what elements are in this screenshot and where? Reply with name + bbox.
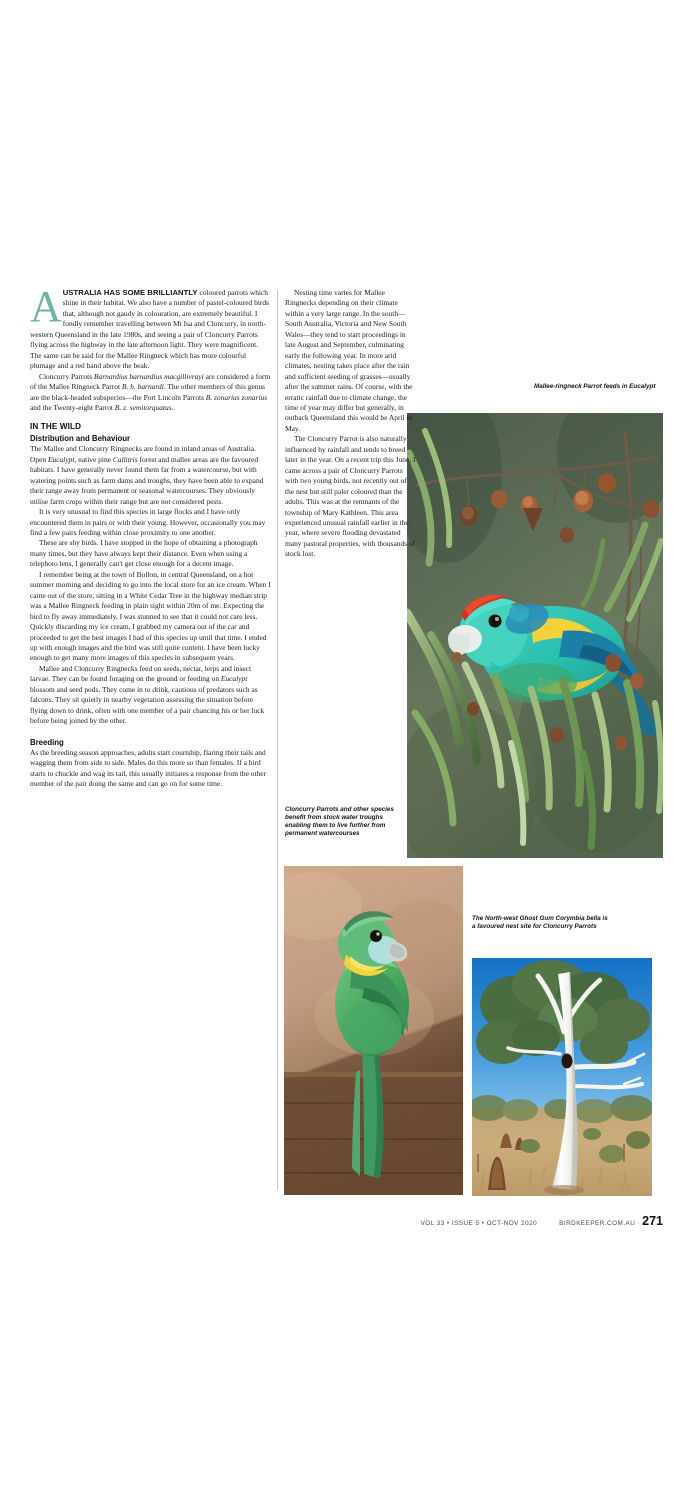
caption-eucalypt-photo: Mallee-ringneck Parrot feeds in Eucalypt xyxy=(534,383,656,390)
paragraph-nesting-time: Nesting time varies for Mallee Ringnecks depending on their climate within a very large range. In the south—South Australia, Victoria and New South Wales—they tend to start proceedings in late August and September, culminating early the following year. In more arid climates, nesting takes place after the rain and sufficient seeding of grasses—usually after the summer rains. Of course, with the erratic rainfall due to climate change, the time of year may differ but generally, in outback Queensland this would be April or May. xyxy=(285,288,413,433)
page-footer xyxy=(30,1212,663,1230)
caption-ghost-gum-photo: The North-west Ghost Gum Corymbia bella is a favoured nest site for Cloncurry Parrots xyxy=(472,915,608,930)
habitat-text-a: The Mallee and Cloncurry Ringnecks are found in inland areas of Australia. Open xyxy=(30,444,256,464)
footer-site-and-page xyxy=(559,1212,663,1230)
species-name-semitorquatus: B. z. semitorquatus xyxy=(114,402,172,412)
footer-issue-info: VOL 33 • ISSUE 5 • OCT-NOV 2020 xyxy=(420,1220,538,1227)
taxonomy-text-c: . The other members of this genus are the black-headed subspecies—the Port Lincoln Parrots xyxy=(30,382,266,402)
footer-page-number: 271 xyxy=(642,1214,663,1228)
species-name-macgillivrayi: Barnardius barnardius macgillivrayi xyxy=(93,371,204,381)
taxonomy-text-b: are considered a form of the Mallee Ringneck Parrot xyxy=(30,371,271,392)
genus-callitris: Callitris xyxy=(112,454,138,464)
habitat-text-b: , native pine xyxy=(74,454,113,464)
article-body xyxy=(30,282,663,1213)
paragraph-breeding: As the breeding season approaches, adults start courtship, flaring their tails and wagging them from side to side. Males do this more so than females. If a bird starts to chuckle and wag its tail, this usually initiates a response from the other member of the pair doing the same and can go on for some time. xyxy=(30,748,267,789)
paragraph-taxonomy xyxy=(30,372,271,414)
paragraph-intro-text: coloured parrots which shine in their habitat. We also have a number of pastel-coloured birds that, although not gaudy in colouration, are extremely beautiful. I fondly remember travelling between Mt Isa and Cloncurry, in north-western Queensland in the late 1980s, and seeing a pair of Cloncurry Parrots flying across the highway in the late afternoon light. They were magnificent. The same can be said for the Mallee Ringneck which has more colourful plumage and a red band above the beak. xyxy=(30,288,269,371)
taxonomy-text-d: and the Twenty-eight Parrot xyxy=(30,402,115,412)
caption-water-troughs-photo: Cloncurry Parrots and other species benefit from stock water troughs enabling them to live further from permanent watercourses xyxy=(285,806,394,837)
heading-in-the-wild: IN THE WILD xyxy=(30,422,82,432)
habitat-text-c: forest and mallee areas are the favoured habitats. I have generally never found them far from a watercourse, but with watering points such as farm dams and troughs, they have been able to expand their range away from permanent or seasonal watercourses. They obviously utilise farm crops within their range but are not considered pests. xyxy=(30,454,264,506)
footer-inner xyxy=(421,1212,663,1230)
drop-cap-letter: A xyxy=(30,282,62,331)
genus-eucalypt-1: Eucalypt xyxy=(47,454,75,464)
footer-website: BIRDKEEPER.COM.AU · xyxy=(559,1220,641,1227)
taxonomy-text-e: . xyxy=(171,402,174,412)
paragraph-intro xyxy=(30,282,271,372)
heading-distribution-and-behaviour: Distribution and Behaviour xyxy=(30,433,131,443)
species-name-zonarius: B. zonarius zonarius xyxy=(205,392,268,402)
paragraph-bollon-story: I remember being at the town of Bollon, in central Queensland, on a hot summer morning and deciding to go into the local store for an ice cream. When I came out of the store, sitting in a White Cedar Tree in the highway median strip was a Mallee Ringneck feeding in plain sight within 20m of me. Expecting the bird to fly away immediately, I was stunned to see that it could not care less. Quickly discarding my ice cream, I grabbed my camera out of the car and proceeded to get the best images I had of this species up until that time. I ended up with enough images and the bird was still quite content. I have been lucky enough to get many more images of this species in subsequent years. xyxy=(30,569,271,663)
diet-text-a: Mallee and Cloncurry Ringnecks feed on seeds, nectar, lerps and insect larvae. They can be found foraging on the ground or feeding on xyxy=(30,663,252,684)
paragraph-diet xyxy=(30,664,271,727)
diet-text-b: blossom and seed pods. They come in to drink, cautious of predators such as falcons. They sit quietly in nearby vegetation assessing the situation before flying down to drink, often with one member of a pair chancing his or her luck before being joined by the other. xyxy=(30,684,265,726)
genus-eucalypt-2: Eucalypt xyxy=(220,674,248,684)
lead-small-caps: USTRALIA HAS SOME BRILLIANTLY xyxy=(62,288,198,297)
species-name-barnardi: B. b. barnardi xyxy=(121,382,164,392)
paragraph-flocking: It is very unusual to find this species in large flocks and I have only encountered them in pairs or with their young. However, occasionally you may find a few pairs feeding within close proximity to one another. xyxy=(30,507,266,537)
column-divider xyxy=(277,290,278,1190)
heading-breeding: Breeding xyxy=(30,737,64,747)
taxonomy-text-a: Cloncurry Parrots xyxy=(39,371,94,381)
paragraph-cloncurry-breeding: The Cloncurry Parrot is also naturally influenced by rainfall and tends to breed later in the year. On a recent trip this June, I came across a pair of Cloncurry Parrots with two young birds, not recently out of the nest but still paler coloured than the adults. This was at the remnants of the township of Mary Kathleen. This area experienced unusual rainfall earlier in the year, where severe flooding devastated many pastoral properties, with thousands of stock lost. xyxy=(285,434,416,559)
paragraph-shy-birds: These are shy birds. I have stopped in the hope of obtaining a photograph many times, but they have always kept their distance. Even when using a telephoto lens, I generally can't get close enough for a decent image. xyxy=(30,538,258,569)
article-column-right xyxy=(285,288,417,560)
paragraph-habitat xyxy=(30,444,271,507)
article-column-left xyxy=(30,282,271,790)
